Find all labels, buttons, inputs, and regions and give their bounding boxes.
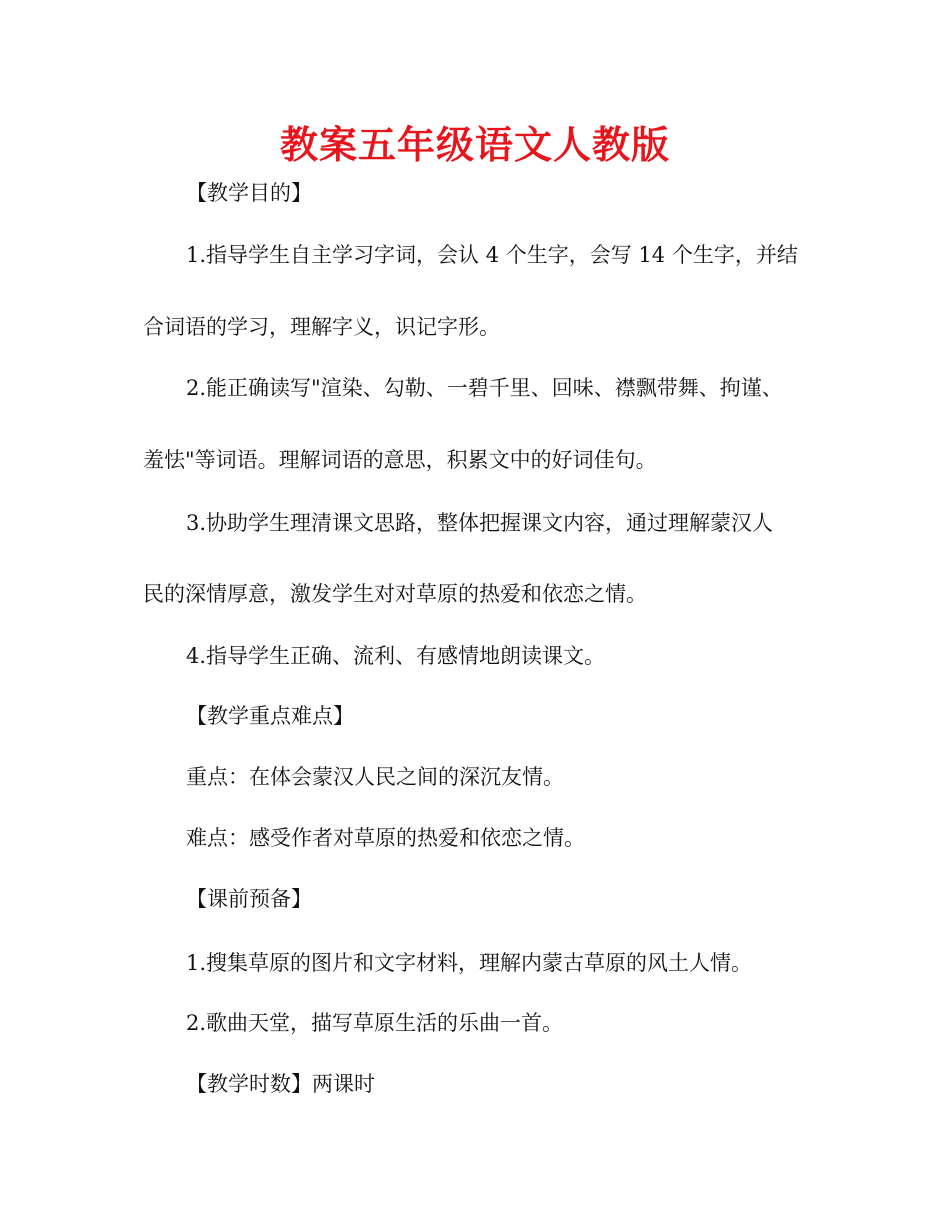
goal-2-line-1: 2.能正确读写"渲染、勾勒、一碧千里、回味、襟飘带舞、拘谨、 xyxy=(186,376,783,400)
goal-3-line-2: 民的深情厚意，激发学生对对草原的热爱和依恋之情。 xyxy=(143,582,647,606)
goal-3-line-1: 3.协助学生理清课文思路，整体把握课文内容，通过理解蒙汉人 xyxy=(186,511,774,535)
section-heading-teaching-goals: 【教学目的】 xyxy=(186,181,312,205)
document-title: 教案五年级语文人教版 xyxy=(279,123,670,167)
section-heading-key-points: 【教学重点难点】 xyxy=(186,704,354,728)
preparation-item-2: 2.歌曲天堂，描写草原生活的乐曲一首。 xyxy=(186,1011,564,1035)
difficult-point-line: 难点：感受作者对草原的热爱和依恋之情。 xyxy=(186,826,585,850)
section-heading-class-hours: 【教学时数】两课时 xyxy=(186,1072,375,1096)
preparation-item-1: 1.搜集草原的图片和文字材料，理解内蒙古草原的风土人情。 xyxy=(186,951,753,975)
goal-1-line-2: 合词语的学习，理解字义，识记字形。 xyxy=(143,315,500,339)
section-heading-preparation: 【课前预备】 xyxy=(186,887,312,911)
key-point-line: 重点：在体会蒙汉人民之间的深沉友情。 xyxy=(186,765,564,789)
goal-4-line: 4.指导学生正确、流利、有感情地朗读课文。 xyxy=(186,644,606,668)
goal-1-line-1: 1.指导学生自主学习字词，会认 4 个生字，会写 14 个生字，并结 xyxy=(186,243,798,267)
goal-2-line-2: 羞怯"等词语。理解词语的意思，积累文中的好词佳句。 xyxy=(143,448,657,472)
